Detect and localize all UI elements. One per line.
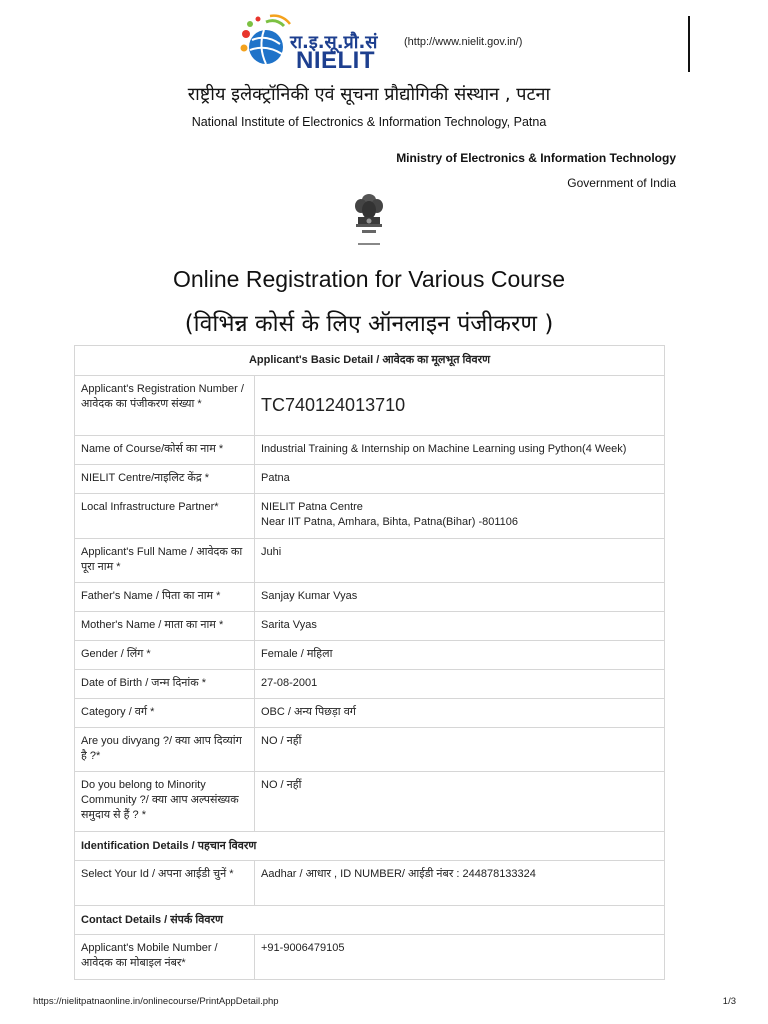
table-row: [75, 583, 665, 612]
centre-value: Patna: [255, 465, 665, 494]
table-row: [75, 376, 665, 436]
institute-name-english: National Institute of Electronics & Information Technology, Patna: [191, 115, 547, 129]
full-name-label: Applicant's Full Name / आवेदक का पूरा नाम *: [75, 539, 255, 583]
footer-page-url: https://nielitpatnaonline.in/onlinecourse/PrintAppDetail.php: [33, 996, 279, 1007]
table-row: [75, 832, 665, 861]
registration-number-label: Applicant's Registration Number / आवेदक का पंजीकरण संख्या *: [75, 376, 255, 436]
basic-details-header: Applicant's Basic Detail / आवेदक का मूलभूत विवरण: [75, 346, 665, 376]
gender-label: Gender / लिंग *: [75, 641, 255, 670]
id-type-label: Select Your Id / अपना आईडी चुनें *: [75, 861, 255, 906]
father-name-value: Sanjay Kumar Vyas: [255, 583, 665, 612]
dob-label: Date of Birth / जन्म दिनांक *: [75, 670, 255, 699]
logo-hindi-text: रा.इ.सू.प्रौ.सं: [290, 32, 378, 53]
table-row: [75, 465, 665, 494]
minority-label: Do you belong to Minority Community ?/ क्या आप अल्पसंख्यक समुदाय से हैं ? *: [75, 772, 255, 832]
mother-name-label: Mother's Name / माता का नाम *: [75, 612, 255, 641]
table-row: [75, 641, 665, 670]
mother-name-value: Sarita Vyas: [255, 612, 665, 641]
table-row: [75, 906, 665, 935]
page-divider-bar: [688, 16, 690, 72]
contact-details-header: Contact Details / संपर्क विवरण: [75, 906, 665, 935]
page-title-hindi: (विभिन्न कोर्स के लिए ऑनलाइन पंजीकरण ): [184, 311, 554, 337]
divyang-value: NO / नहीं: [255, 728, 665, 772]
page-title-english: Online Registration for Various Course: [172, 266, 566, 292]
logo-brand-text: NIELIT: [296, 47, 375, 74]
table-row: [75, 772, 665, 832]
table-row: [75, 539, 665, 583]
table-row: [75, 494, 665, 539]
globe-logo-icon: [236, 14, 294, 72]
table-row: [75, 861, 665, 906]
partner-value-line1: NIELIT Patna Centre: [261, 501, 363, 513]
gender-value: Female / महिला: [255, 641, 665, 670]
table-row: [75, 346, 665, 376]
registration-details-table: [74, 345, 665, 980]
category-label: Category / वर्ग *: [75, 699, 255, 728]
father-name-label: Father's Name / पिता का नाम *: [75, 583, 255, 612]
divyang-label: Are you divyang ?/ क्या आप दिव्यांग है ?*: [75, 728, 255, 772]
course-name-value: Industrial Training & Internship on Machine Learning using Python(4 Week): [255, 436, 665, 465]
table-row: [75, 935, 665, 980]
institute-name-hindi: राष्ट्रीय इलेक्ट्रॉनिकी एवं सूचना प्रौद्योगिकी संस्थान , पटना: [187, 84, 551, 105]
table-row: [75, 436, 665, 465]
registration-number-value: TC740124013710: [255, 376, 665, 436]
government-name: Government of India: [567, 176, 676, 190]
mobile-number-value: +91-9006479105: [255, 935, 665, 980]
centre-label: NIELIT Centre/नाइलिट केंद्र *: [75, 465, 255, 494]
logo-website-link[interactable]: (http://www.nielit.gov.in/): [404, 36, 523, 48]
full-name-value: Juhi: [255, 539, 665, 583]
footer-page-number: 1/3: [722, 996, 736, 1007]
table-row: [75, 728, 665, 772]
partner-label: Local Infrastructure Partner*: [75, 494, 255, 539]
partner-value: [255, 494, 665, 539]
partner-value-line2: Near IIT Patna, Amhara, Bihta, Patna(Bihar) -801106: [261, 516, 519, 528]
ministry-name: Ministry of Electronics & Information Technology: [396, 151, 676, 165]
course-name-label: Name of Course/कोर्स का नाम *: [75, 436, 255, 465]
id-type-value: Aadhar / आधार , ID NUMBER/ आईडी नंबर : 244878133324: [255, 861, 665, 906]
minority-value: NO / नहीं: [255, 772, 665, 832]
dob-value: 27-08-2001: [255, 670, 665, 699]
nielit-logo: [236, 14, 526, 74]
category-value: OBC / अन्य पिछड़ा वर्ग: [255, 699, 665, 728]
table-row: [75, 699, 665, 728]
table-row: [75, 612, 665, 641]
identification-details-header: Identification Details / पहचान विवरण: [75, 832, 665, 861]
national-emblem-icon: [348, 190, 390, 250]
table-row: [75, 670, 665, 699]
mobile-number-label: Applicant's Mobile Number / आवेदक का मोबाइल नंबर*: [75, 935, 255, 980]
